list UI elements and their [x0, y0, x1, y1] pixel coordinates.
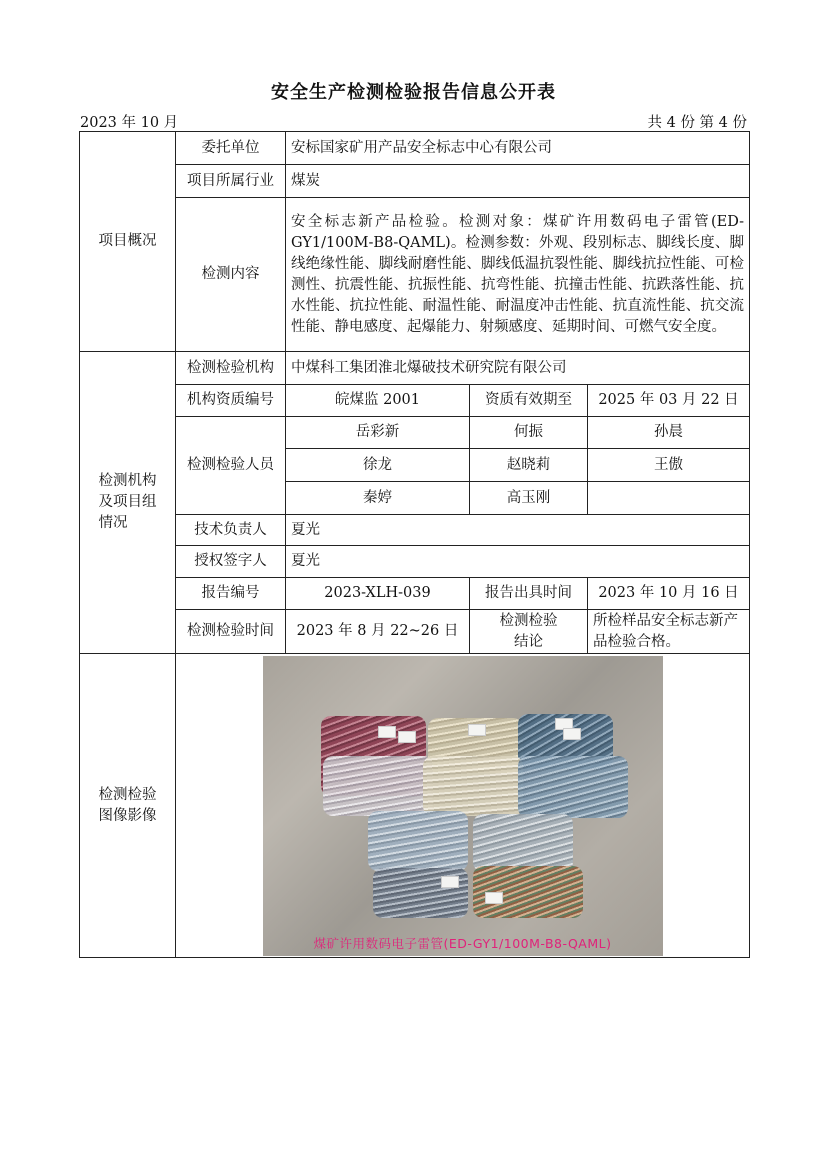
test-time-label: 检测检验时间 — [176, 610, 286, 654]
sample-photo — [263, 656, 663, 956]
staff-name: 岳彩新 — [286, 417, 470, 449]
issue-time-label: 报告出具时间 — [470, 578, 588, 610]
label-tag — [485, 892, 503, 904]
staff-name: 徐龙 — [286, 449, 470, 482]
org-value: 中煤科工集团淮北爆破技术研究院有限公司 — [286, 352, 750, 385]
conclusion-value: 所检样品安全标志新产品检验合格。 — [588, 610, 750, 654]
conclusion-label-text: 检测检验结论 — [499, 612, 558, 650]
wire-bundle — [323, 756, 433, 816]
label-tag — [563, 728, 581, 740]
industry-value: 煤炭 — [286, 165, 750, 198]
issue-time-value: 2023 年 10 月 16 日 — [588, 578, 750, 610]
photo-cell — [176, 654, 750, 958]
report-no-label: 报告编号 — [176, 578, 286, 610]
industry-label: 项目所属行业 — [176, 165, 286, 198]
staff-name: 秦婷 — [286, 482, 470, 515]
client-value: 安标国家矿用产品安全标志中心有限公司 — [286, 132, 750, 165]
signer-label: 授权签字人 — [176, 546, 286, 578]
qual-no-value: 皖煤监 2001 — [286, 385, 470, 417]
section-overview: 项目概况 — [80, 132, 176, 352]
conclusion-label — [470, 610, 588, 654]
valid-value: 2025 年 03 月 22 日 — [588, 385, 750, 417]
report-no-value: 2023-XLH-039 — [286, 578, 470, 610]
staff-name: 王傲 — [588, 449, 750, 482]
page-title: 安全生产检测检验报告信息公开表 — [271, 82, 556, 103]
wire-bundle — [473, 814, 573, 872]
wire-bundle — [423, 756, 523, 816]
section-institution — [80, 352, 176, 654]
org-label: 检测检验机构 — [176, 352, 286, 385]
content-label: 检测内容 — [176, 198, 286, 352]
copy-count: 共 4 份 第 4 份 — [647, 115, 747, 131]
wire-bundle — [368, 811, 468, 871]
section-institution-label: 检测机构及项目组情况 — [98, 473, 157, 531]
content-value: 安全标志新产品检验。检测对象：煤矿许用数码电子雷管(ED-GY1/100M-B8-QAML)。检测参数：外观、段别标志、脚线长度、脚线绝缘性能、脚线耐磨性能、脚线低温抗裂性能、脚线抗拉性能、可检测性、抗震性能、抗振性能、抗弯性能、抗撞击性能、抗跌落性能、抗水性能、抗拉性能、耐温性能、耐温度冲击性能、抗直流性能、抗交流性能、静电感度、起爆能力、射频感度、延期时间、可燃气安全度。 — [286, 198, 750, 352]
report-table — [79, 131, 750, 958]
staff-label: 检测检验人员 — [176, 417, 286, 515]
staff-name: 何振 — [470, 417, 588, 449]
wire-bundle — [518, 756, 628, 818]
staff-name: 高玉刚 — [470, 482, 588, 515]
section-images-label: 检测检验图像影像 — [98, 786, 157, 824]
tech-lead-value: 夏光 — [286, 515, 750, 546]
label-tag — [441, 876, 459, 888]
photo-caption: 煤矿许用数码电子雷管(ED-GY1/100M-B8-QAML) — [313, 935, 612, 951]
valid-label: 资质有效期至 — [470, 385, 588, 417]
client-label: 委托单位 — [176, 132, 286, 165]
label-tag — [468, 724, 486, 736]
report-date: 2023 年 10 月 — [80, 115, 179, 131]
staff-name: 孙晨 — [588, 417, 750, 449]
staff-name-empty — [588, 482, 750, 515]
test-time-value: 2023 年 8 月 22~26 日 — [286, 610, 470, 654]
section-images — [80, 654, 176, 958]
tech-lead-label: 技术负责人 — [176, 515, 286, 546]
qual-no-label: 机构资质编号 — [176, 385, 286, 417]
signer-value: 夏光 — [286, 546, 750, 578]
label-tag — [378, 726, 396, 738]
staff-name: 赵晓莉 — [470, 449, 588, 482]
label-tag — [398, 731, 416, 743]
